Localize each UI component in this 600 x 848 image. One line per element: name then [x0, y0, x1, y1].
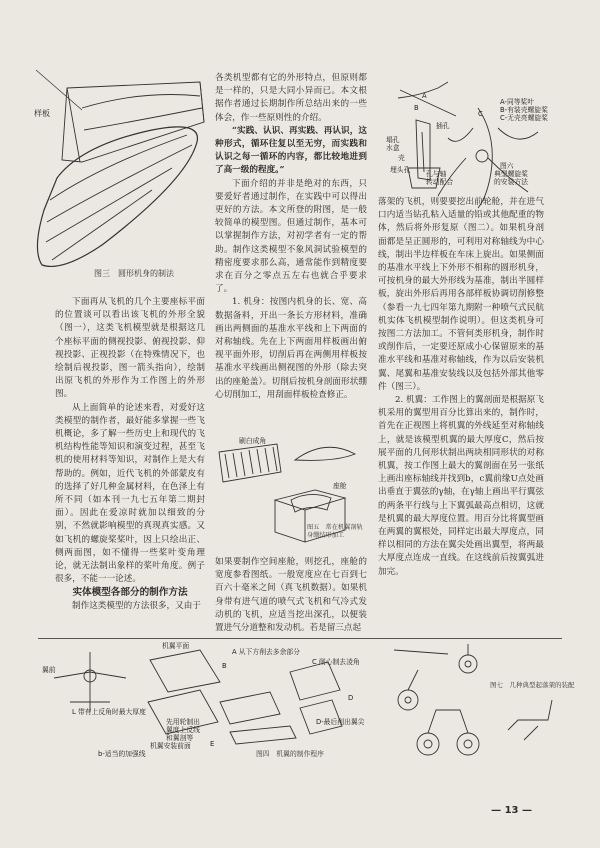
figure6-label-b: B: [414, 104, 419, 112]
figure-7: [388, 640, 575, 765]
figure6-label-axis2: 转动配合: [426, 178, 454, 186]
figure4-caption: 图四 机翼的制作程序: [256, 750, 324, 758]
figure6-legend-a: A-同等桨叶: [500, 98, 535, 106]
figure6-label-hub1: 塌孔: [386, 136, 400, 144]
figure4-label-e: E: [210, 740, 215, 748]
col2-quote: “实践、认识、再实践、再认识，这种形式，循环往复以至无穷，而实践和认识之每一循环的内容，都比较地进到了高一级的程度。”: [215, 125, 367, 176]
section-heading: 实体模型各部分的制作方法: [72, 587, 188, 599]
figure4-label-d2: D-最后削出翼尖: [316, 718, 365, 726]
figure6-caption: 图六: [500, 162, 514, 170]
figure4-label-l: L 带有上反角时最大厚度: [72, 708, 146, 716]
figure4-label-b2: b-适当的加强线: [98, 750, 146, 758]
figure5-label-b: 座舱: [333, 482, 347, 490]
figure6-legend-c: C-无壳亮螺旋桨: [500, 114, 548, 122]
figure-4: [42, 642, 380, 762]
figure6-caption-2: 典型螺旋桨: [494, 170, 528, 178]
column-3: [378, 196, 544, 579]
figure-5: [215, 432, 370, 552]
col3-paragraph-1: 落架的飞机，则要要挖出前轮舱，并在进气口内适当钻孔粘入适量的铅或其他配重的物体，然后将外形复原（图二）。如果机身剖面都是呈正圆形的，可利用对称轴线为中心线，制出半边样板在车床上旋出。如果侧面的基准水平线上下外形不相称的圆形机身，可按机身的最大外形线为基准，制出半圆样板，旋出外形后再用各部样板协调切削修整（参看一九七四年第九期附一种喷气式民航机实体飞机模型制作说明）。但这类机身可按图二方法加工。不管何类形机身，制作时或削作后，一定要还原成小心保留原来的基准水平线和基准对称轴线，作为以后安装机翼、尾翼和基准安装线以及包括外部其他零件（图三）。: [378, 197, 544, 392]
figure5-label-a: 刷白成角: [239, 437, 267, 445]
fuselage-drawing: [22, 50, 212, 290]
col3-paragraph-2: 2. 机翼：工作图上的翼剖面是根据原飞机采用的翼型用百分比算出来的，制作时，首先在正视图上将机翼的外线延至对称轴线上，就是该模型机翼的最大厚度C，然后按展平面的几何形状制出两块相同形状的对称机翼，按工作图上最大的翼剖面在另一张纸上画出座标轴线并找到b，c翼前缘U点处画出垂直于翼弦的γ轴，在γ轴上画出平行翼弦的两条平行线与上下翼弧最高点相切，这就是机翼的最大厚度位置。用百分比将翼型画在两翼的翼根处，同样定出最大厚度点，同样以相同的方法在翼尖处画出翼型，将两最大厚度点连成一直线。在这线前后按翼弧进加完。: [378, 395, 544, 577]
figure6-label-a: A: [422, 92, 427, 100]
figure4-label-front: 翼前: [42, 666, 56, 674]
figure6-caption-3: 的安装方法: [494, 178, 528, 186]
col1-paragraph-1: 下面再从飞机的几个主要座标平面的位置谈可以看出该飞机的外形全貌（图一），这类飞机模型就是根据这几个座标平面的侧视投影、俯视投影、仰视投影、正视投影（在特殊情况下，也绘制后视投影，图一箭头指向），绘制出原飞机的外形作为工作图上的外形图。: [55, 297, 205, 400]
figure6-label-shell: 壳: [398, 154, 405, 162]
col2-paragraph-1: 各类机型都有它的外形特点，但原则都是一样的，只是大同小异而已。本文根据作者通过长期制作所总结出来的一些体会，作一些原则性的介绍。: [215, 73, 367, 123]
figure6-label-c: C: [478, 110, 483, 118]
figure3-caption: 图三 圆形机身的制法: [94, 269, 174, 278]
figure6-legend-b: B-有装壳螺旋桨: [500, 106, 548, 114]
col1-paragraph-2: 从上面简单的论述来看，对爱好这类模型的制作者，最好能多掌握一些飞机概论，多了解一些历史上和现代的飞机结构性能等知识和演变过程，甚至飞机的使用材料等知识，对制作上是大有帮助的。例如，近代飞机的外部蒙皮有的选择了好几种金属材料，在色泽上有所不同（如本刊一九七五年第二期封面）。因此在爱凉时就加以细致的分别，不然就影响模型的真现真实感。又如飞机的螺旋桨桨叶，因上只绘出正、侧两面图，如不懂得一些桨叶变角理论，就无法制出象样的桨叶角度。例子很多，不能一一论述。: [55, 402, 205, 585]
figure5-caption: 图五 常在机翼剖轨身绷结形加工: [307, 524, 363, 539]
figure4-label-c: C 削心制去凌角: [312, 658, 360, 666]
page-number: — 13 —: [491, 805, 532, 816]
column-1: [55, 296, 205, 613]
figure4-note-1: 先用轮制出: [166, 718, 200, 726]
figure6-label-axis1: 孔与轴: [426, 170, 447, 178]
figure-3: [22, 50, 212, 290]
figure-divider: [38, 638, 562, 639]
col2-paragraph-3: 1. 机身：按图内机身的长、宽、高数据备料，开出一条长方形材料，准确画出两侧面的基准水平线和上下两面的对称轴线。先在上下两面用样板画出俯视平面外形，切削后再在两侧用样板按基准水平线画出侧视图的外形（除去突出的座舱盖）。切削后按机身剖面形状绷心切削加工，用刮面样板检查修正。: [215, 297, 367, 400]
col2-paragraph-4: 如果要制作空间座舱，则挖孔，座舱的宽度参看图纸。一般宽度应在七百到七百六十毫米之间（真飞机数据）。如果机身带有进气道的喷气式飞机和气冷式发动机的飞机，应适当挖出深孔，以便装置进气分道整和发动机。若是留三点起: [215, 557, 367, 634]
figure4-label-plane: 机翼平面: [162, 642, 190, 650]
figure4-note-2: 翼度上反线: [166, 726, 200, 734]
figure6-label-tube: 插孔: [436, 122, 450, 130]
column-2: [215, 72, 367, 402]
figure4-label-l2: 机翼安装前面: [150, 742, 191, 750]
figure4-label-d: D: [348, 694, 354, 702]
landing-gear-drawing: [388, 640, 563, 765]
figure7-caption: 图七 几种典型起落架的装配: [490, 681, 575, 689]
col2-paragraph-2: 下面介绍的并非是绝对的东西，只要爱好者通过制作，在实践中可以得出更好的方法。本文所登的附图，是一般较简单的模型图。但通过制作，基本可以掌握制作方法，对初学者有一定的帮助。制作这类模型不象风洞试验模型的精密度要求那么高，通常能作到精度要求在百分之零点五左右也就合乎要求了。: [215, 178, 367, 295]
column-2-lower: [215, 556, 367, 635]
figure4-note-3: 和翼剖等: [166, 734, 194, 742]
figure3-skin-label: 样板: [34, 109, 50, 118]
figure6-label-cone: 埋头孔: [390, 166, 411, 174]
figure4-label-b: B: [222, 662, 227, 670]
figure6-label-hub2: 水盒: [386, 144, 400, 152]
col1-paragraph-3: 制作这类模型的方法很多，又由于: [72, 600, 201, 611]
figure4-label-a: A 从下方削去多余部分: [232, 648, 300, 656]
